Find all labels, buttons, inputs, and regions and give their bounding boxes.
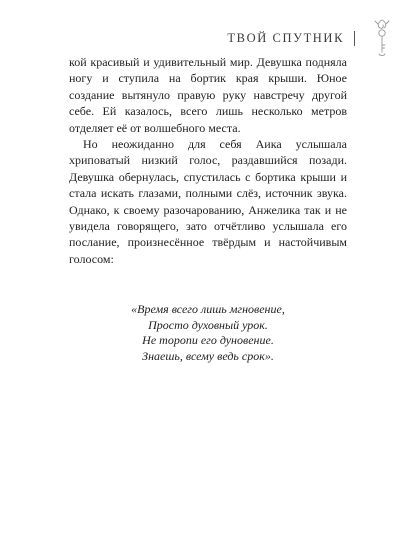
verse-line: Знаешь, всему ведь срок». xyxy=(142,348,274,363)
running-head xyxy=(227,31,364,46)
running-head-divider xyxy=(354,31,355,46)
verse-line: Не торопи его дуновение. xyxy=(142,333,274,348)
paragraph-continued: кой красивый и удивительный мир. Девушка подняла ногу и ступила на бортик края крыши. Юное создание вытянуло правую руку навстречу другой себе. Ей казалось, всего лишь несколько метров отделяет её от волшебного места. xyxy=(69,55,347,135)
body-text xyxy=(69,54,347,267)
verse-line: «Время всего лишь мгновение, xyxy=(131,302,285,316)
running-title: ТВОЙ СПУТНИК xyxy=(227,31,344,45)
paragraph: Но неожиданно для себя Аика услышала хриповатый низкий голос, раздавшийся позади. Девушка обернулась, спустилась с бортика крыши и стала искать глазами, полными слёз, источник звука. Однако, к своему разочарованию, Анжелика так и не увидела говорящего, зато отчётливо услышала его послание, произнесённое твёрдым и настойчивым голосом: xyxy=(69,137,347,266)
key-swirl-ornament-icon xyxy=(372,18,392,58)
verse-quote xyxy=(69,302,347,364)
verse-line: Просто духовный урок. xyxy=(148,317,268,332)
